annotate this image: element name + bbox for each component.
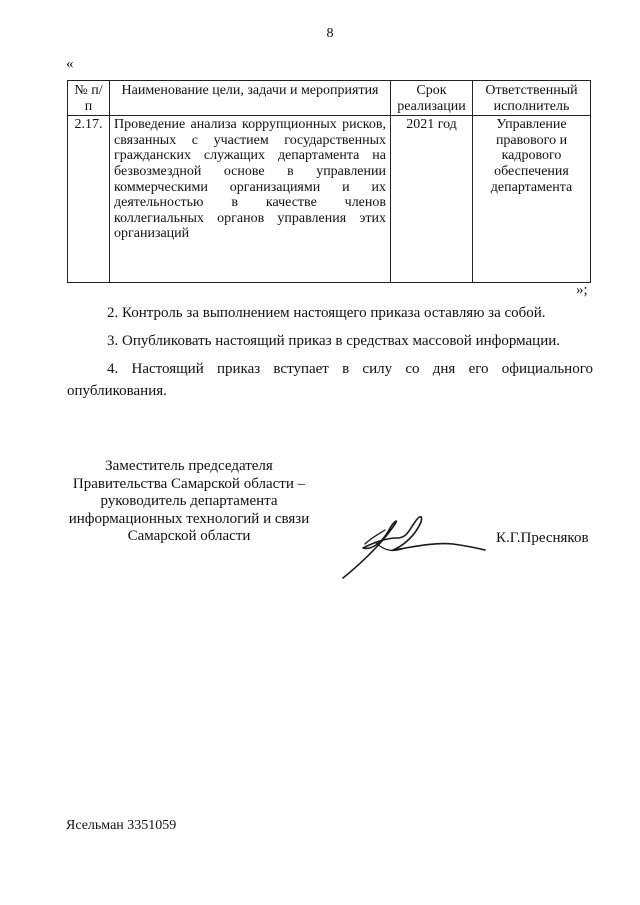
measures-table xyxy=(67,80,591,283)
header-executor: Ответственный исполнитель xyxy=(473,81,591,116)
paragraph-2: 2. Контроль за выполнением настоящего приказа оставляю за собой. xyxy=(107,305,546,321)
header-number: № п/п xyxy=(68,81,110,116)
paragraph-3: 3. Опубликовать настоящий приказ в средствах массовой информации. xyxy=(107,333,561,349)
row-executor: Управление правового и кадрового обеспечения департамента xyxy=(473,116,591,283)
signer-line: информационных технологий и связи xyxy=(68,510,310,527)
document-author: Ясельман 3351059 xyxy=(66,818,177,833)
header-title: Наименование цели, задачи и мероприятия xyxy=(110,81,391,116)
table-row xyxy=(68,116,591,283)
opening-quote: « xyxy=(66,56,74,72)
signer-line: Заместитель председателя xyxy=(105,458,273,474)
signer-name: К.Г.Пресняков xyxy=(496,530,589,546)
row-number: 2.17. xyxy=(68,116,110,283)
paragraph-4: 4. Настоящий приказ вступает в силу со дня его официального опубликования. xyxy=(67,361,593,399)
handwritten-signature xyxy=(335,508,495,583)
header-term: Срок реализации xyxy=(391,81,473,116)
signer-line: Правительства Самарской области – xyxy=(72,475,306,492)
row-term: 2021 год xyxy=(391,116,473,283)
signer-line: руководитель департамента xyxy=(100,493,278,509)
table-header-row xyxy=(68,81,591,116)
closing-quote: »; xyxy=(576,282,588,298)
signer-line: Самарской области xyxy=(127,528,251,544)
row-title: Проведение анализа коррупционных рисков, связанных с участием государственных гражданских служащих департамента на безвозмездной основе в управлении коммерческими организациями и их деятельностью в качестве членов коллегиальных органов управления этих организаций xyxy=(110,116,391,283)
page-number: 8 xyxy=(326,26,334,41)
signer-position xyxy=(58,458,320,546)
